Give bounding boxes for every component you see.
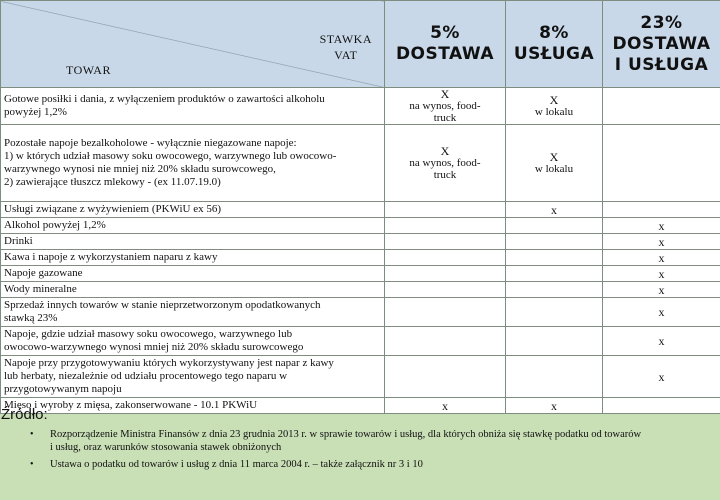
- description-line: Mięso i wyroby z mięsa, zakonserwowane - 10.1 PKWiU: [4, 399, 258, 411]
- rate-cell-8: [506, 327, 603, 356]
- rate-cell-23: [603, 218, 720, 234]
- product-description-cell: [1, 356, 385, 398]
- description-line: stawką 23%: [4, 312, 58, 324]
- source-item-line: Ustawa o podatku od towarów i usług z dnia 11 marca 2004 r. – także załącznik nr 3 i 10: [50, 459, 423, 470]
- rate-cell-8: [506, 356, 603, 398]
- product-description-cell: [1, 88, 385, 125]
- applies-mark: x: [658, 282, 665, 297]
- source-section: [0, 407, 720, 475]
- rate-cell-8: [506, 88, 603, 125]
- rate-cell-5: [385, 218, 506, 234]
- description-line: Wody mineralne: [4, 283, 77, 295]
- table-row: [1, 250, 720, 266]
- applies-mark: X: [549, 93, 559, 107]
- rate-cell-23: [603, 202, 720, 218]
- description-line: Napoje gazowane: [4, 267, 83, 279]
- table-row: [1, 266, 720, 282]
- product-description-cell: [1, 202, 385, 218]
- header-rate-5: 5% DOSTAWA: [385, 1, 506, 88]
- description-line: lub herbaty, niezależnie od udziału procentowego tego naparu w: [4, 370, 288, 382]
- rate-cell-23: [603, 282, 720, 298]
- rate-cell-5: [385, 282, 506, 298]
- source-item-line: Rozporządzenie Ministra Finansów z dnia 23 grudnia 2013 r. w sprawie towarów i usług, dla których obniża się stawkę podatku od towarów: [50, 429, 642, 440]
- rate-cell-8: [506, 266, 603, 282]
- rate-cell-5: [385, 327, 506, 356]
- product-description-cell: [1, 298, 385, 327]
- header-rate-23: 23% DOSTAWA I USŁUGA: [603, 1, 720, 88]
- rate-note: na wynos, food-: [409, 157, 481, 169]
- description-line: Kawa i napoje z wykorzystaniem naparu z kawy: [4, 251, 218, 263]
- source-item-line: i usług, oraz warunków stosowania stawek obniżonych: [50, 442, 282, 453]
- product-description-cell: [1, 250, 385, 266]
- description-line: Napoje przy przygotowywaniu których wykorzystywany jest napar z kawy: [4, 357, 334, 369]
- applies-mark: x: [551, 398, 557, 413]
- product-description-cell: [1, 218, 385, 234]
- table-row: [1, 356, 720, 398]
- applies-mark: x: [658, 266, 665, 281]
- rate-cell-23: [603, 327, 720, 356]
- rate-cell-5: [385, 298, 506, 327]
- source-title: Źródło:: [1, 406, 48, 423]
- description-line: 2) zawierające tłuszcz mlekowy - (ex 11.07.19.0): [4, 176, 221, 188]
- rate-cell-5: [385, 266, 506, 282]
- product-description-cell: [1, 266, 385, 282]
- rate-cell-5: [385, 234, 506, 250]
- rate-cell-8: [506, 202, 603, 218]
- rate-cell-8: [506, 282, 603, 298]
- rate-cell-23: [603, 266, 720, 282]
- applies-mark: x: [442, 398, 448, 413]
- rate-note: truck: [433, 112, 457, 124]
- table-row: [1, 282, 720, 298]
- bullet-icon: •: [30, 459, 34, 470]
- rate-cell-5: [385, 250, 506, 266]
- applies-mark: x: [658, 218, 665, 233]
- rate-note: truck: [433, 169, 457, 181]
- rate-cell-23: [603, 298, 720, 327]
- rate-cell-23: [603, 250, 720, 266]
- table-row: [1, 88, 720, 125]
- rate-cell-8: [506, 234, 603, 250]
- applies-mark: x: [658, 234, 665, 249]
- rate-cell-5: [385, 125, 506, 202]
- description-line: Pozostałe napoje bezalkoholowe - wyłącznie niegazowane napoje:: [4, 137, 297, 149]
- description-line: Usługi związane z wyżywieniem (PKWiU ex 56): [4, 203, 222, 215]
- product-description-cell: [1, 125, 385, 202]
- applies-mark: x: [658, 334, 665, 348]
- applies-mark: X: [440, 87, 450, 101]
- rate-cell-5: [385, 88, 506, 125]
- applies-mark: x: [658, 250, 665, 265]
- table-body: [1, 88, 720, 414]
- header-corner-cell: [1, 1, 385, 88]
- rate-cell-8: [506, 218, 603, 234]
- description-line: Sprzedaż innych towarów w stanie nieprzetworzonym opodatkowanych: [4, 299, 321, 311]
- description-line: owocowo-warzywnego wynosi mniej niż 20% składu surowcowego: [4, 341, 304, 353]
- description-line: 1) w których udział masowy soku owocowego, warzywnego lub owocowo-: [4, 150, 337, 162]
- source-item: [0, 458, 720, 471]
- rate-cell-5: [385, 356, 506, 398]
- description-line: przygotowywanym napoju: [4, 383, 122, 395]
- rate-cell-23: [603, 125, 720, 202]
- rate-note: na wynos, food-: [409, 100, 481, 112]
- rate-cell-8: [506, 125, 603, 202]
- table-row: [1, 234, 720, 250]
- applies-mark: x: [658, 369, 665, 384]
- table-row: [1, 327, 720, 356]
- applies-mark: X: [440, 144, 450, 158]
- table-row: [1, 202, 720, 218]
- applies-mark: X: [549, 150, 559, 164]
- rate-cell-23: [603, 88, 720, 125]
- rate-cell-8: [506, 250, 603, 266]
- rate-note: w lokalu: [534, 163, 574, 175]
- applies-mark: x: [551, 202, 557, 217]
- product-description-cell: [1, 234, 385, 250]
- description-line: warzywnego wynosi nie mniej niż 20% składu surowcowego,: [4, 163, 276, 175]
- rate-cell-23: [603, 234, 720, 250]
- source-list: [0, 428, 720, 471]
- description-line: Gotowe posiłki i dania, z wyłączeniem produktów o zawartości alkoholu: [4, 93, 325, 105]
- rate-cell-5: [385, 202, 506, 218]
- description-line: powyżej 1,2%: [4, 106, 67, 118]
- product-description-cell: [1, 282, 385, 298]
- table-row: [1, 298, 720, 327]
- stawka-vat-label: STAWKA VAT: [319, 32, 372, 62]
- table-row: [1, 125, 720, 202]
- table-row: [1, 218, 720, 234]
- header-rate-8: 8% USŁUGA: [506, 1, 603, 88]
- description-line: Alkohol powyżej 1,2%: [4, 219, 106, 231]
- rate-note: w lokalu: [534, 106, 574, 118]
- applies-mark: x: [658, 305, 665, 319]
- rate-cell-23: [603, 356, 720, 398]
- description-line: Napoje, gdzie udział masowy soku owocowego, warzywnego lub: [4, 328, 293, 340]
- rate-cell-8: [506, 298, 603, 327]
- bullet-icon: •: [30, 429, 34, 440]
- description-line: Drinki: [4, 235, 33, 247]
- source-item: [0, 428, 720, 454]
- towar-label: TOWAR: [66, 63, 111, 77]
- product-description-cell: [1, 327, 385, 356]
- table-header-row: [1, 1, 720, 88]
